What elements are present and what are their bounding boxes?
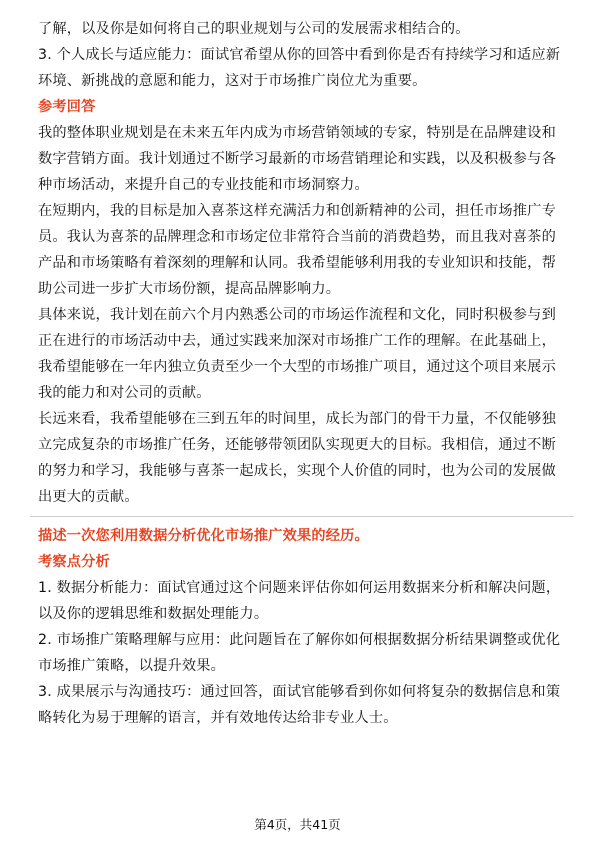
section-divider [30, 516, 574, 517]
reference-answer-heading: 参考回答 [38, 99, 96, 115]
analysis-point-1: 1. 数据分析能力：面试官通过这个问题来评估你如何运用数据来分析和解决问题，以及你的逻辑思维和数据处理能力。 [38, 580, 561, 622]
analysis-heading: 考察点分析 [38, 554, 110, 570]
analysis-point-3: 3. 成果展示与沟通技巧：通过回答，面试官能够看到你如何将复杂的数据信息和策略转化为易于理解的语言，并有效地传达给非专业人士。 [38, 684, 561, 726]
intro-point-3: 3. 个人成长与适应能力：面试官希望从你的回答中看到你是否有持续学习和适应新环境、新挑战的意愿和能力，这对于市场推广岗位尤为重要。 [38, 47, 561, 89]
reference-paragraph-3: 具体来说，我计划在前六个月内熟悉公司的市场运作流程和文化，同时积极参与到正在进行的市场活动中去，通过实践来加深对市场推广工作的理解。在此基础上，我希望能够在一年内独立负责至少一个大型的市场推广项目，通过这个项目来展示我的能力和对公司的贡献。 [38, 307, 556, 401]
page-content [38, 16, 566, 731]
page-number: 第4页，共41页 [254, 817, 341, 832]
question-heading: 描述一次您利用数据分析优化市场推广效果的经历。 [38, 528, 369, 544]
reference-paragraph-1: 我的整体职业规划是在未来五年内成为市场营销领域的专家，特别是在品牌建设和数字营销方面。我计划通过不断学习最新的市场营销理论和实践，以及积极参与各种市场活动，来提升自己的专业技能和市场洞察力。 [38, 125, 556, 193]
reference-paragraph-2: 在短期内，我的目标是加入喜茶这样充满活力和创新精神的公司，担任市场推广专员。我认为喜茶的品牌理念和市场定位非常符合当前的消费趋势，而且我对喜茶的产品和市场策略有着深刻的理解和认同。我希望能够利用我的专业知识和技能，帮助公司进一步扩大市场份额，提高品牌影响力。 [38, 203, 556, 297]
reference-paragraph-4: 长远来看，我希望能够在三到五年的时间里，成长为部门的骨干力量，不仅能够独立完成复杂的市场推广任务，还能够带领团队实现更大的目标。我相信，通过不断的努力和学习，我能够与喜茶一起成长，实现个人价值的同时，也为公司的发展做出更大的贡献。 [38, 411, 556, 505]
analysis-point-2: 2. 市场推广策略理解与应用：此问题旨在了解你如何根据数据分析结果调整或优化市场推广策略，以提升效果。 [38, 632, 561, 674]
intro-line-1: 了解，以及你是如何将自己的职业规划与公司的发展需求相结合的。 [38, 21, 470, 37]
